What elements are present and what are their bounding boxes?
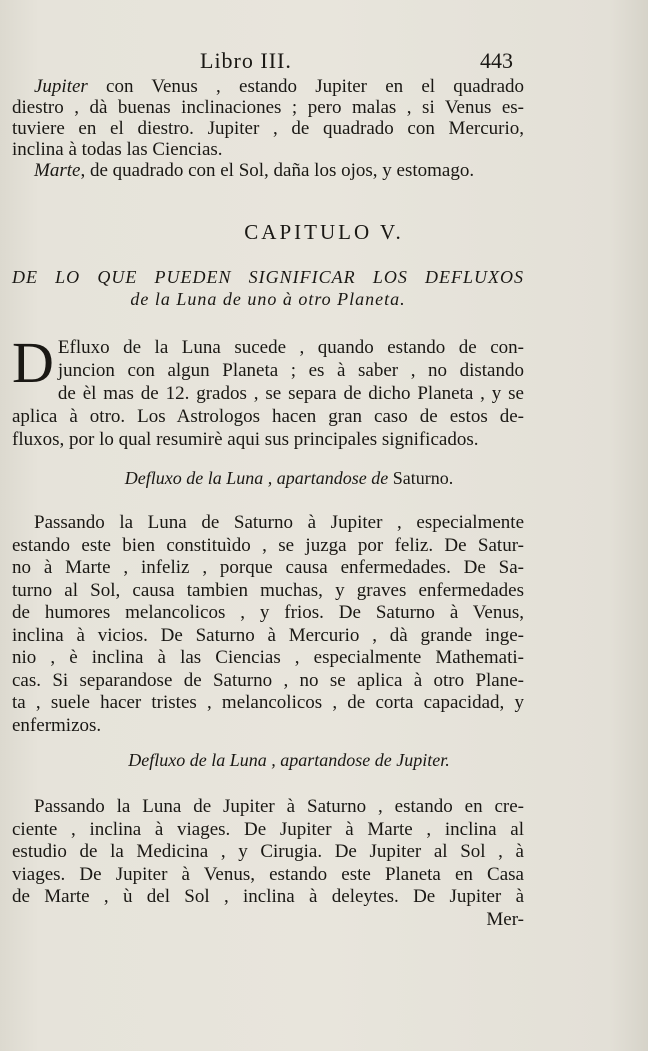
jupiter-paragraph bbox=[12, 796, 524, 931]
page-number: 443 bbox=[480, 48, 513, 73]
text-line: inclina à vicios. De Saturno à Mercurio , dà grande inge- bbox=[12, 624, 524, 646]
text-line: estudio de la Medicina , y Cirugia. De Jupiter al Sol , à bbox=[12, 841, 524, 862]
intro-paragraph bbox=[12, 330, 524, 451]
saturno-paragraph bbox=[12, 512, 524, 737]
text-line: inclina à todas las Ciencias. bbox=[12, 139, 223, 160]
subtitle-line: de la Luna de uno à otro Planeta. bbox=[130, 289, 406, 309]
chapter-subtitle bbox=[12, 266, 524, 310]
text-line: enfermizos. bbox=[12, 714, 102, 736]
text-line: ciente , inclina à viages. De Jupiter à Marte , inclina al bbox=[12, 818, 524, 840]
running-title: Libro III. bbox=[200, 48, 292, 73]
text-line: Passando la Luna de Jupiter à Saturno , estando en cre- bbox=[34, 796, 524, 817]
text-line: Marte, de quadrado con el Sol, daña los ojos, y estomago. bbox=[34, 160, 475, 181]
section-heading-saturno: Defluxo de la Luna , apartandose de Saturno. bbox=[124, 468, 454, 488]
text-line: cas. Si separandose de Saturno , no se aplica à otro Plane- bbox=[12, 669, 524, 691]
subtitle-line: DE LO QUE PUEDEN SIGNIFICAR LOS DEFLUXOS bbox=[12, 267, 524, 287]
drop-cap: D bbox=[12, 330, 54, 395]
text-line: Efluxo de la Luna sucede , quando estando de con- bbox=[57, 337, 524, 358]
text-line: de èl mas de 12. grados , se separa de dicho Planeta , y se bbox=[57, 383, 524, 404]
text-line: de Marte , ù del Sol , inclina à deleytes. De Jupiter à bbox=[12, 886, 524, 907]
catchword: Mer- bbox=[486, 908, 524, 930]
text-line: estando este bien constituìdo , se juzga por feliz. De Satur- bbox=[12, 534, 524, 556]
text-line: ta , suele hacer tristes , melancolicos , de corta capacidad, y bbox=[12, 692, 524, 713]
text-line: juncion con algun Planeta ; es à saber , no distando bbox=[57, 360, 524, 381]
text-line: turno al Sol, causa tambien muchas, y graves enfermedades bbox=[12, 579, 524, 601]
text-line: diestro , dà buenas inclinaciones ; pero malas , si Venus es- bbox=[12, 97, 524, 118]
text-line: viages. De Jupiter à Venus, estando este Planeta en Casa bbox=[12, 863, 524, 885]
text-line: fluxos, por lo qual resumirè aqui sus principales significados. bbox=[12, 429, 479, 450]
section-heading-jupiter: Defluxo de la Luna , apartandose de Jupiter. bbox=[128, 750, 450, 770]
chapter-title: CAPITULO V. bbox=[244, 220, 404, 244]
text-line: no à Marte , infeliz , porque causa enfermedades. De Sa- bbox=[12, 557, 524, 578]
text-line: Passando la Luna de Saturno à Jupiter , especialmente bbox=[34, 512, 524, 533]
text-line: aplica à otro. Los Astrologos hacen gran caso de estos de- bbox=[12, 406, 524, 427]
text-line: tuviere en el diestro. Jupiter , de quadrado con Mercurio, bbox=[12, 118, 524, 139]
text-line: de humores melancolicos , y frios. De Saturno à Venus, bbox=[12, 602, 524, 623]
top-paragraph bbox=[12, 76, 524, 181]
text-line: nio , è inclina à las Ciencias , especialmente Mathemati- bbox=[12, 647, 524, 668]
text-line: Jupiter con Venus , estando Jupiter en el quadrado bbox=[34, 76, 524, 97]
